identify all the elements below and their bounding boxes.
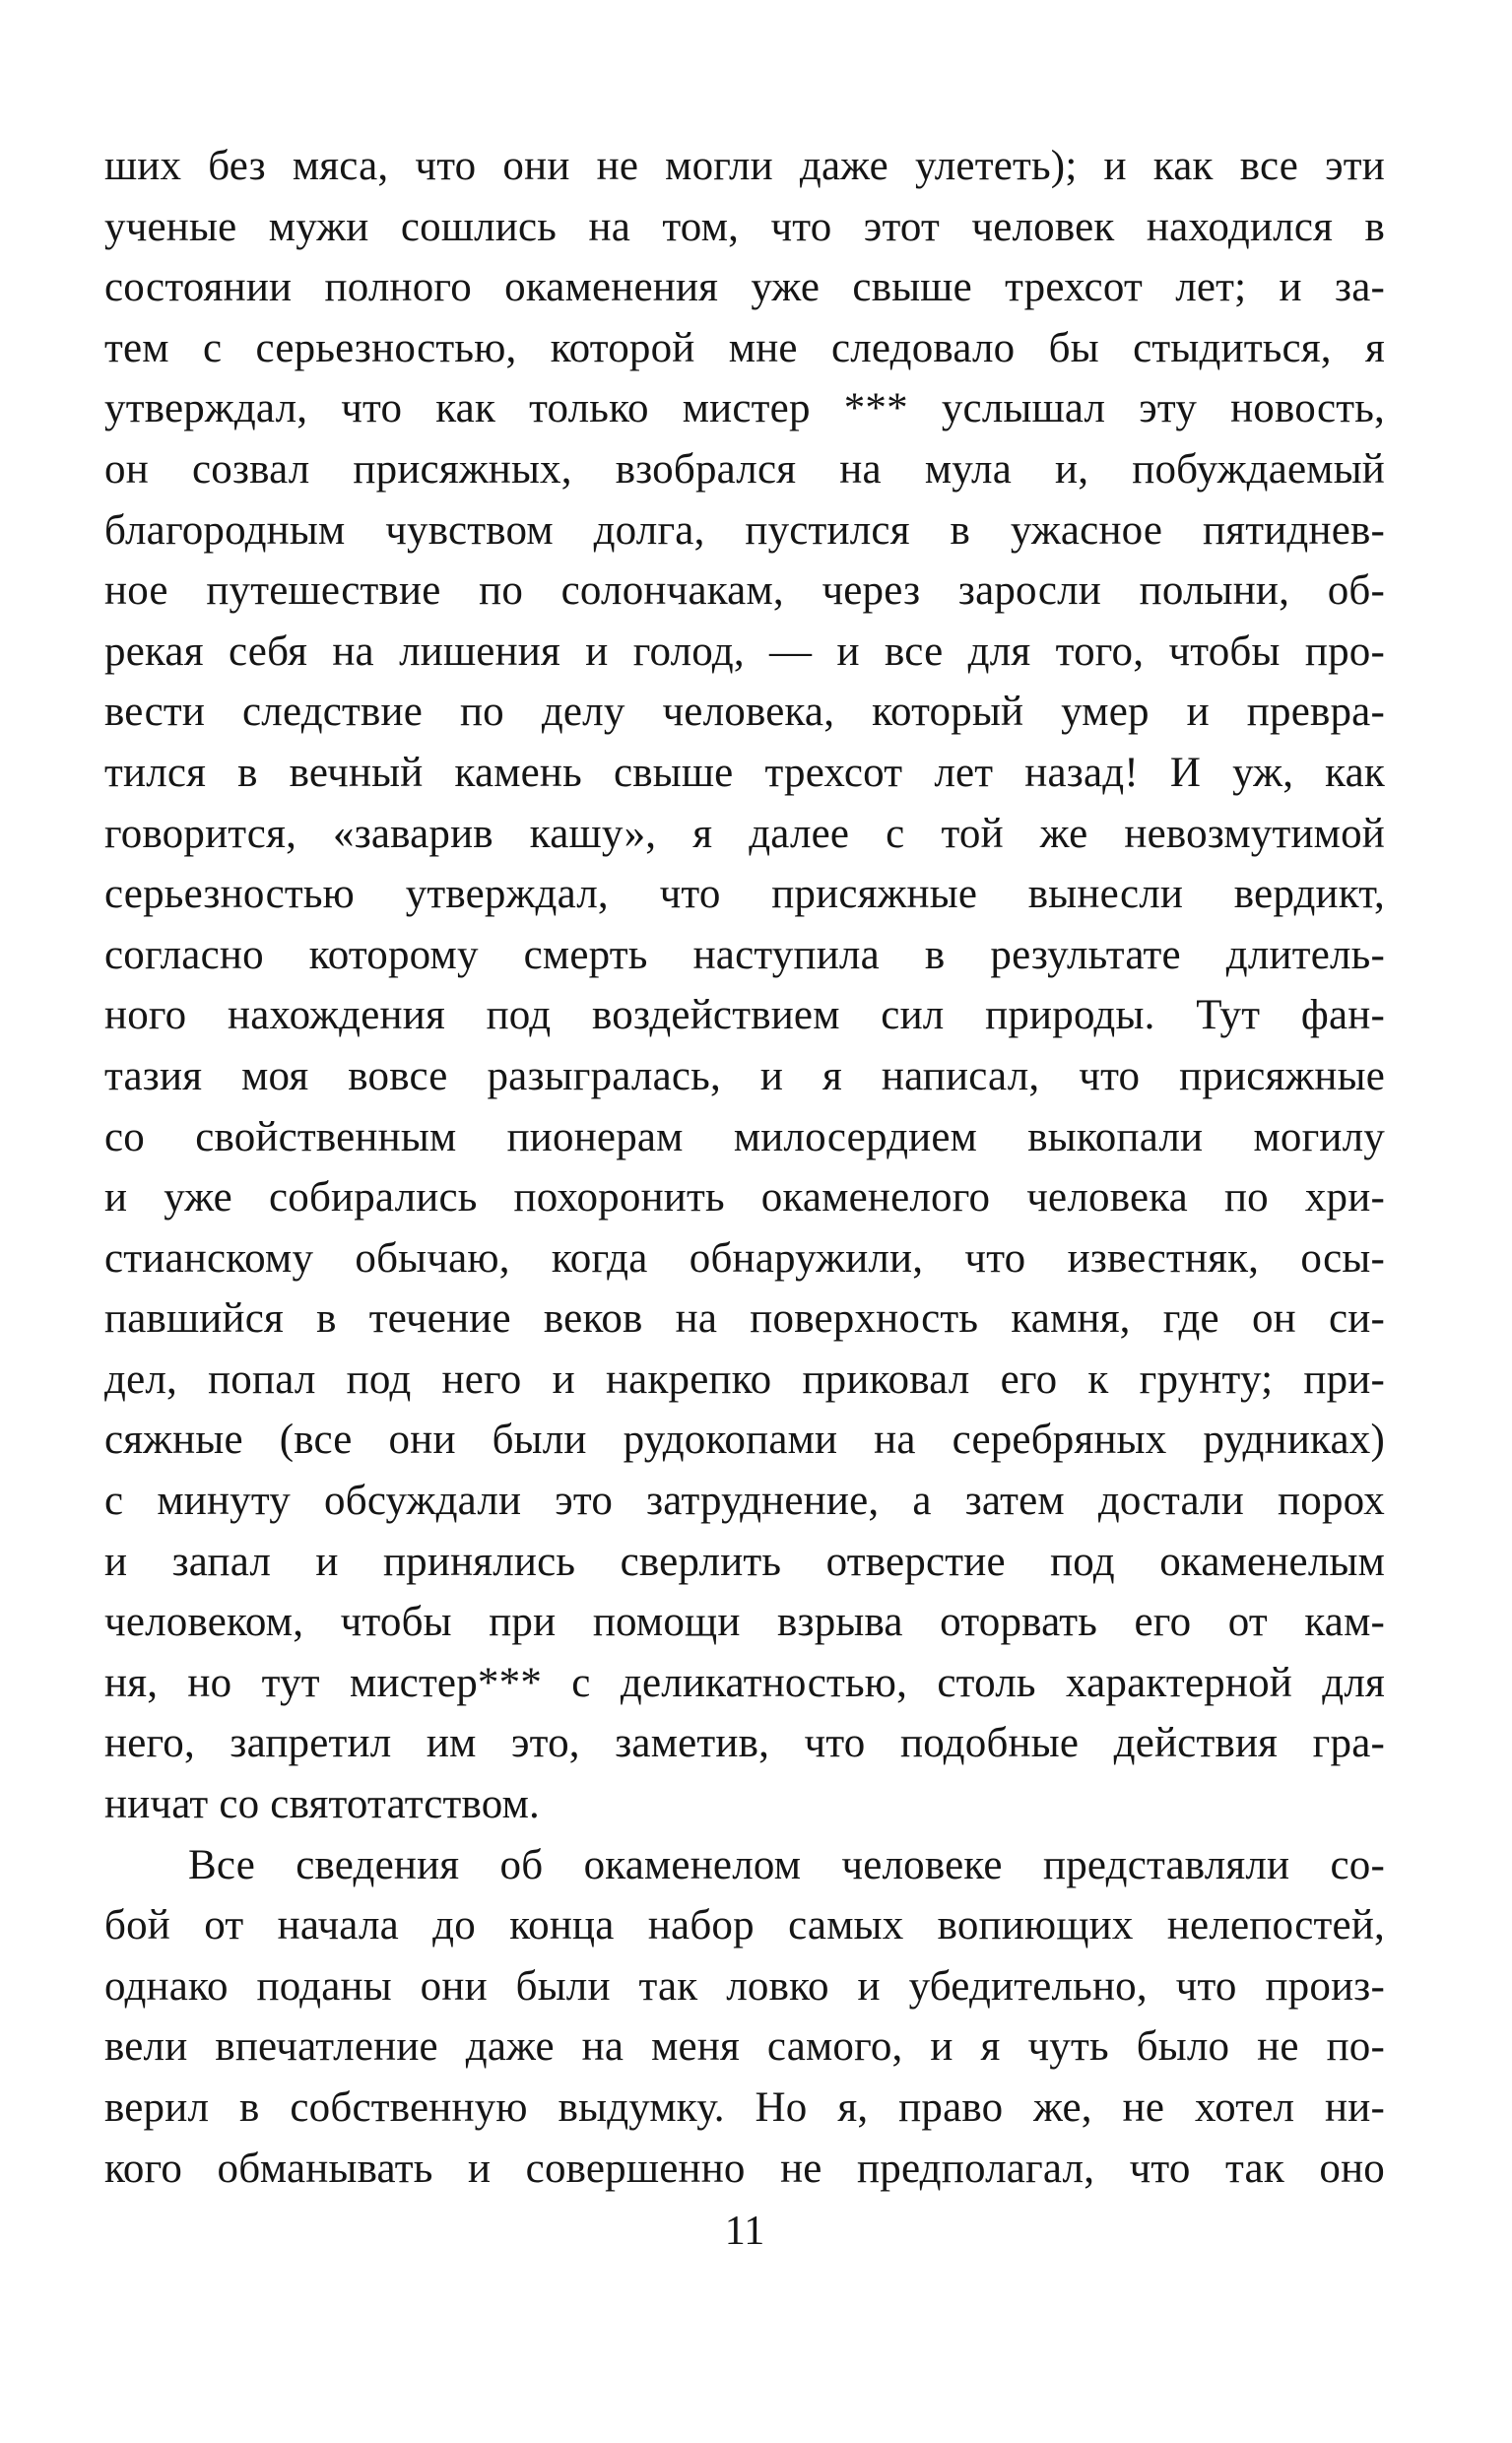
text-line: однако поданы они были так ловко и убедительно, что произ- xyxy=(104,1962,1385,2010)
text-line: дел, попал под него и накрепко приковал его к грунту; при- xyxy=(104,1355,1385,1403)
text-line: со свойственным пионерам милосердием выкопали могилу xyxy=(104,1113,1385,1160)
text-line: тем с серьезностью, которой мне следовало бы стыдиться, я xyxy=(104,324,1385,371)
text-line: и уже собирались похоронить окаменелого человека по хри- xyxy=(104,1174,1385,1222)
text-line: ного нахождения под воздействием сил природы. Тут фан- xyxy=(104,992,1385,1039)
text-line: сяжные (все они были рудокопами на серебряных рудниках) xyxy=(104,1417,1385,1464)
text-line: тазия моя вовсе разыгралась, и я написал, что присяжные xyxy=(104,1052,1385,1099)
text-line: благородным чувством долга, пустился в ужасное пятиднев- xyxy=(104,506,1385,554)
text-line: состоянии полного окаменения уже свыше трехсот лет; и за- xyxy=(104,264,1385,311)
page-number: 11 xyxy=(724,2209,765,2254)
text-line: верил в собственную выдумку. Но я, право же, не хотел ни- xyxy=(104,2084,1385,2131)
text-line: согласно которому смерть наступила в результате длитель- xyxy=(104,931,1385,978)
text-line: тился в вечный камень свыше трехсот лет назад! И уж, как xyxy=(104,749,1385,796)
text-line: говорится, «заварив кашу», я далее с той же невозмутимой xyxy=(104,810,1385,857)
text-line: утверждал, что как только мистер *** услышал эту новость, xyxy=(104,385,1385,432)
text-line: и запал и принялись сверлить отверстие под окаменелым xyxy=(104,1538,1385,1585)
text-line: стианскому обычаю, когда обнаружили, что известняк, осы- xyxy=(104,1234,1385,1282)
text-line: ничат со святотатством. xyxy=(104,1781,540,1828)
text-line: Все сведения об окаменелом человеке представляли со- xyxy=(188,1841,1385,1888)
text-line: вели впечатление даже на меня самого, и я чуть было не по- xyxy=(104,2023,1385,2071)
text-line: ня, но тут мистер*** с деликатностью, столь характерной для xyxy=(104,1659,1385,1706)
text-line: он созвал присяжных, взобрался на мула и, побуждаемый xyxy=(104,445,1385,493)
text-line: ное путешествие по солончакам, через заросли полыни, об- xyxy=(104,567,1385,615)
text-line: человеком, чтобы при помощи взрыва оторвать его от кам- xyxy=(104,1599,1385,1646)
text-line: бой от начала до конца набор самых вопиющих нелепостей, xyxy=(104,1902,1385,1949)
text-line: вести следствие по делу человека, который умер и превра- xyxy=(104,689,1385,736)
text-line: ших без мяса, что они не могли даже улететь); и как все эти xyxy=(104,143,1385,189)
text-line: кого обманывать и совершенно не предполагал, что так оно xyxy=(104,2145,1385,2192)
text-line: павшийся в течение веков на поверхность камня, где он си- xyxy=(104,1295,1385,1343)
body-text xyxy=(104,136,1385,2199)
text-line: ученые мужи сошлись на том, что этот человек находился в xyxy=(104,203,1385,250)
text-line: него, запретил им это, заметив, что подобные действия гра- xyxy=(104,1720,1385,1767)
text-line: серьезностью утверждал, что присяжные вынесли вердикт, xyxy=(104,871,1385,918)
text-line: рекая себя на лишения и голод, — и все для того, чтобы про- xyxy=(104,627,1385,675)
text-line: с минуту обсуждали это затруднение, а затем достали порох xyxy=(104,1478,1385,1525)
